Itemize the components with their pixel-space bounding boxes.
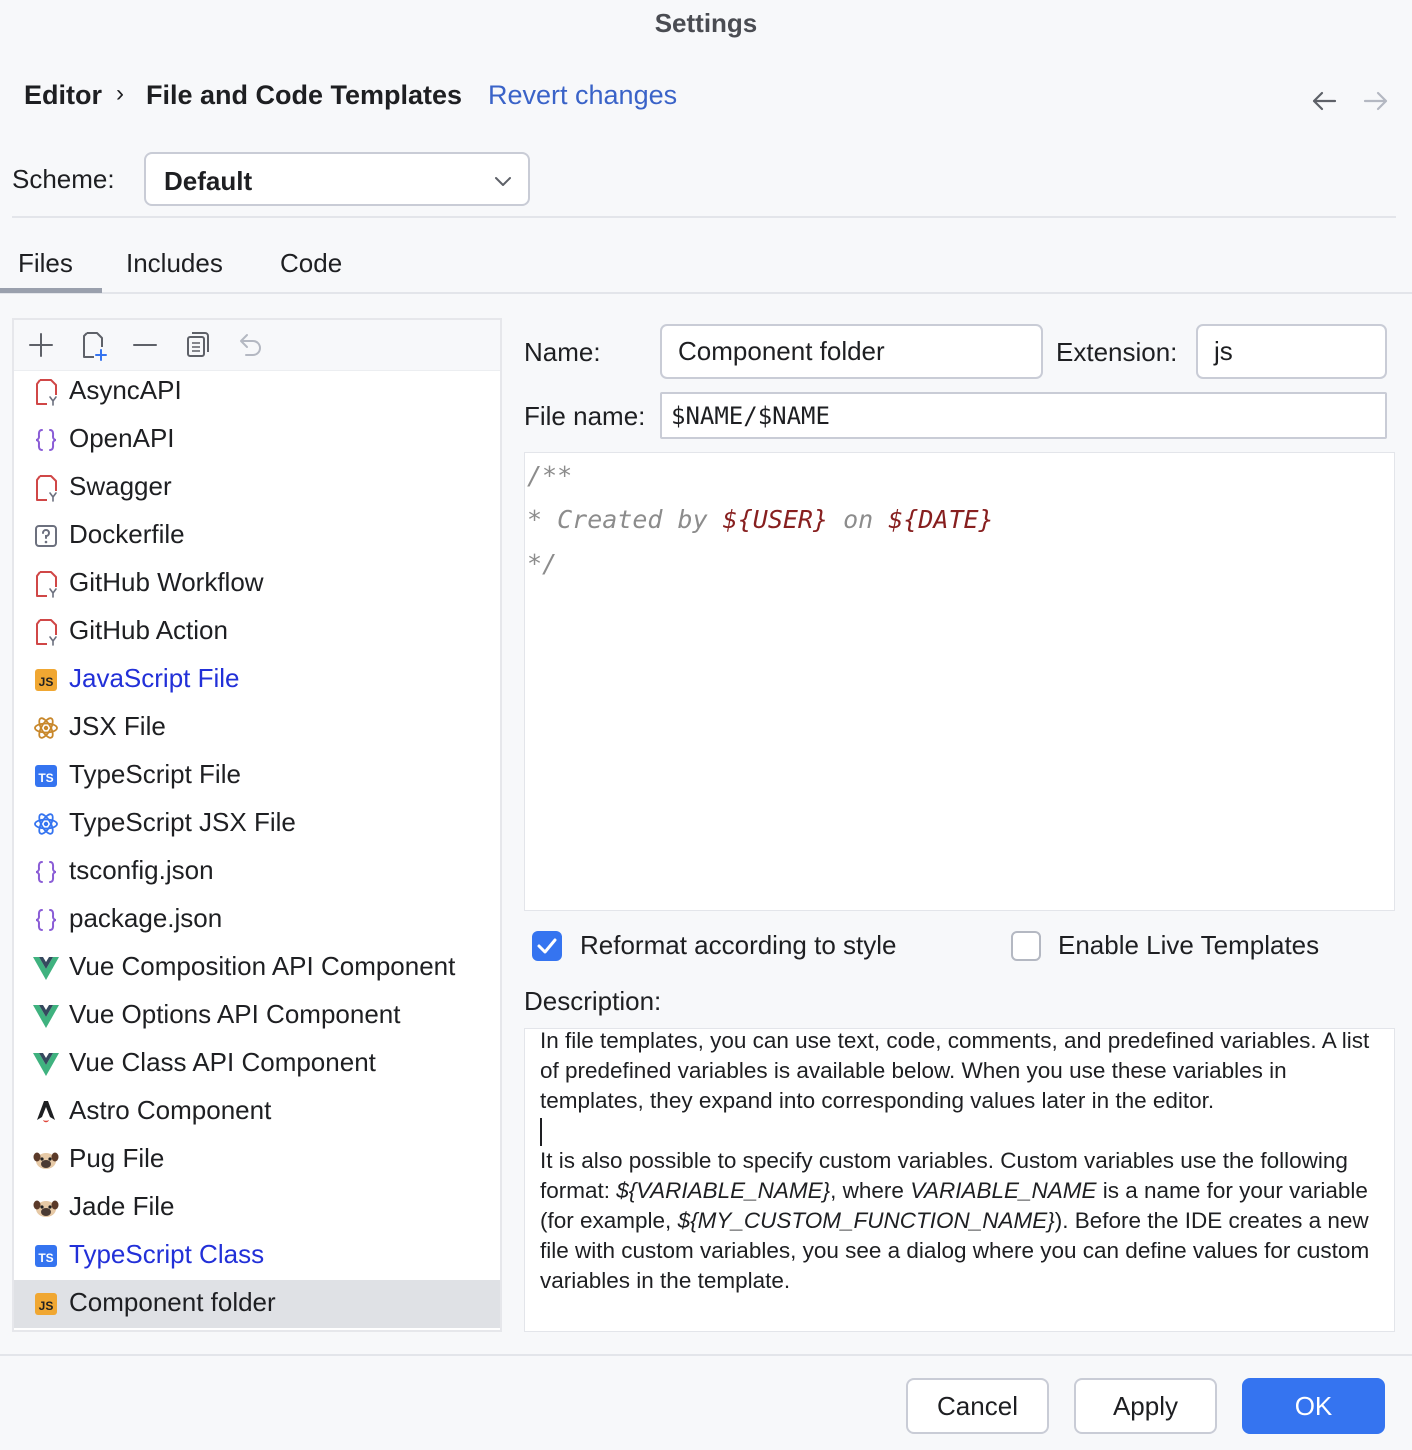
breadcrumb-current: File and Code Templates [146, 80, 463, 110]
code-line: * Created by ${USER} on ${DATE} [527, 505, 994, 534]
active-tab-indicator [0, 288, 102, 293]
react-icon [32, 810, 60, 838]
list-item-pug-file[interactable] [14, 1136, 500, 1184]
unknown-file-icon [32, 522, 60, 550]
live-templates-checkbox[interactable] [1011, 931, 1041, 961]
file-name-input[interactable] [660, 392, 1387, 439]
back-arrow-icon[interactable] [1309, 86, 1339, 116]
yaml-file-icon [32, 618, 60, 646]
forward-arrow-icon[interactable] [1361, 86, 1391, 116]
template-list-panel [12, 318, 502, 1332]
code-line: */ [527, 549, 558, 578]
list-toolbar [14, 320, 500, 371]
reset-icon[interactable] [232, 328, 266, 362]
list-item-package-json[interactable] [14, 896, 500, 944]
breadcrumb-editor[interactable]: Editor [24, 80, 102, 110]
vue-icon [32, 954, 60, 982]
list-item-github-action[interactable] [14, 608, 500, 656]
astro-icon [32, 1098, 60, 1126]
reformat-label[interactable]: Reformat according to style [580, 930, 897, 960]
extension-value: js [1214, 336, 1233, 366]
list-item-jsx-file[interactable] [14, 704, 500, 752]
yaml-file-icon [32, 378, 60, 406]
list-item-jade-file[interactable] [14, 1184, 500, 1232]
name-label: Name: [524, 337, 601, 367]
text-caret [540, 1118, 542, 1146]
file-name-label: File name: [524, 401, 646, 431]
list-item-label: package.json [69, 903, 223, 933]
vue-icon [32, 1050, 60, 1078]
svg-text:JS: JS [38, 675, 54, 689]
list-item-label: Swagger [69, 471, 172, 501]
list-item-label: Vue Composition API Component [69, 951, 456, 981]
list-item-label: Jade File [69, 1191, 175, 1221]
list-item-asyncapi[interactable] [14, 368, 500, 416]
list-item-typescript-class[interactable] [14, 1232, 500, 1280]
name-input[interactable] [660, 324, 1043, 379]
typescript-icon [32, 1242, 60, 1270]
footer-divider [0, 1354, 1412, 1356]
list-item-typescript-jsx-file[interactable] [14, 800, 500, 848]
list-item-vue-options[interactable] [14, 992, 500, 1040]
list-item-label: GitHub Action [69, 615, 228, 645]
add-icon[interactable] [24, 328, 58, 362]
typescript-icon [32, 762, 60, 790]
list-item-label: tsconfig.json [69, 855, 214, 885]
list-item-label: Vue Options API Component [69, 999, 401, 1029]
apply-button[interactable]: Apply [1074, 1378, 1217, 1434]
live-templates-label[interactable]: Enable Live Templates [1058, 930, 1320, 960]
svg-text:JS: JS [38, 1299, 54, 1313]
breadcrumb-separator-icon: › [116, 80, 124, 107]
list-item-swagger[interactable] [14, 464, 500, 512]
javascript-icon [32, 666, 60, 694]
revert-changes-link[interactable]: Revert changes [488, 80, 678, 110]
list-item-typescript-file[interactable] [14, 752, 500, 800]
list-item-label: Vue Class API Component [69, 1047, 376, 1077]
divider [12, 216, 1396, 218]
json-braces-icon [32, 906, 60, 934]
list-item-vue-composition[interactable] [14, 944, 500, 992]
json-braces-icon [32, 858, 60, 886]
yaml-file-icon [32, 570, 60, 598]
cancel-button[interactable]: Cancel [906, 1378, 1049, 1434]
list-item-component-folder[interactable] [14, 1280, 500, 1328]
window-title: Settings [654, 8, 758, 38]
tab-code[interactable]: Code [280, 248, 343, 278]
template-code-editor[interactable] [524, 452, 1395, 911]
extension-input[interactable] [1196, 324, 1387, 379]
scheme-label: Scheme: [12, 164, 115, 194]
json-braces-icon [32, 426, 60, 454]
pug-icon [32, 1146, 60, 1174]
reformat-checkbox[interactable] [532, 931, 562, 961]
scheme-dropdown[interactable] [144, 152, 530, 206]
list-item-label: Component folder [69, 1287, 276, 1317]
list-item-vue-class[interactable] [14, 1040, 500, 1088]
list-item-label: TypeScript File [69, 759, 241, 789]
description-paragraph: In file templates, you can use text, code, comments, and predefined variables. A list of predefined variables is available below. When you use these variables in templates, they expand into corresponding values later in the editor. [540, 1028, 1370, 1113]
tabs-divider [0, 292, 1412, 294]
list-item-openapi[interactable] [14, 416, 500, 464]
list-item-label: GitHub Workflow [69, 567, 264, 597]
remove-icon[interactable] [128, 328, 162, 362]
svg-text:TS: TS [38, 771, 54, 785]
chevron-down-icon [492, 170, 514, 192]
list-item-javascript-file[interactable] [14, 656, 500, 704]
name-value: Component folder [678, 336, 885, 366]
react-icon [32, 714, 60, 742]
list-item-label: Pug File [69, 1143, 165, 1173]
description-text [540, 1028, 1380, 1296]
list-item-github-workflow[interactable] [14, 560, 500, 608]
svg-text:TS: TS [38, 1251, 54, 1265]
yaml-file-icon [32, 474, 60, 502]
ok-button[interactable]: OK [1242, 1378, 1385, 1434]
scheme-value: Default [164, 166, 253, 196]
list-item-label: Astro Component [69, 1095, 272, 1125]
list-item-label: TypeScript JSX File [69, 807, 296, 837]
file-name-value: $NAME/$NAME [671, 402, 830, 430]
list-item-dockerfile[interactable] [14, 512, 500, 560]
list-item-label: TypeScript Class [69, 1239, 265, 1269]
checkmark-icon [532, 931, 562, 961]
description-label: Description: [524, 986, 662, 1016]
create-child-template-icon[interactable] [76, 328, 110, 362]
tab-includes[interactable]: Includes [126, 248, 223, 278]
description-panel [524, 1028, 1395, 1332]
javascript-icon [32, 1290, 60, 1318]
list-item-label: OpenAPI [69, 423, 175, 453]
extension-label: Extension: [1056, 337, 1178, 367]
list-item-label: JSX File [69, 711, 166, 741]
copy-icon[interactable] [180, 328, 214, 362]
pug-icon [32, 1194, 60, 1222]
list-item-astro-component[interactable] [14, 1088, 500, 1136]
list-item-label: AsyncAPI [69, 375, 182, 405]
tab-files[interactable]: Files [18, 248, 73, 278]
code-line: /** [527, 461, 573, 490]
list-item-tsconfig-json[interactable] [14, 848, 500, 896]
description-paragraph: It is also possible to specify custom variables. Custom variables use the following format: ${VARIABLE_NAME}, where VARIABLE_NAME is a name for your variable (for example, ${MY_CUSTOM_FUNCTION_NAME}). Before the IDE creates a new file with custom variables, you see a dialog where you can define values for custom variables in the template. [540, 1148, 1370, 1293]
vue-icon [32, 1002, 60, 1030]
list-item-label: Dockerfile [69, 519, 185, 549]
list-item-label: JavaScript File [69, 663, 240, 693]
